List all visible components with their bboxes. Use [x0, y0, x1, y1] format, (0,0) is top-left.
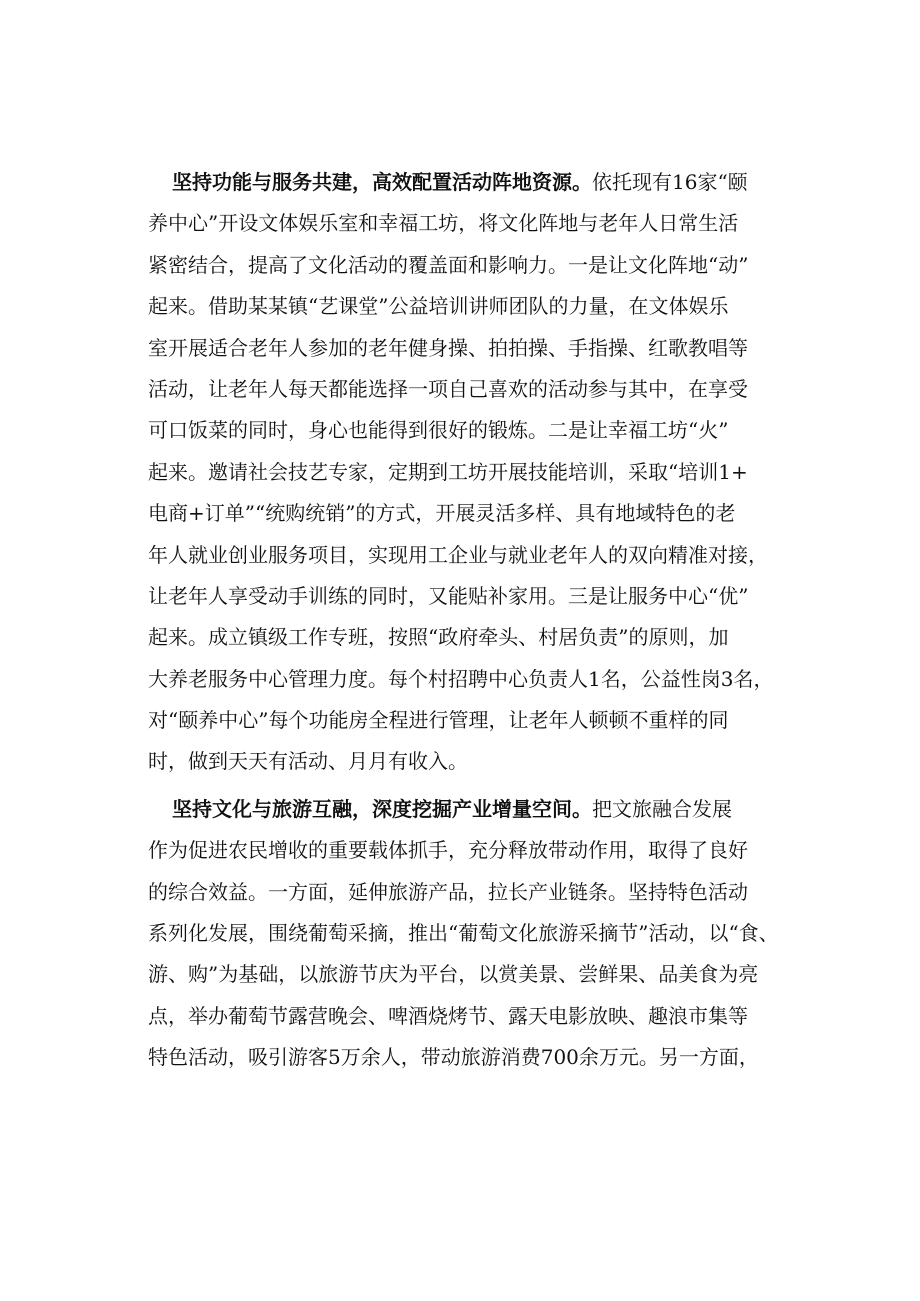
paragraph-line: 活动，让老年人每天都能选择一项自己喜欢的活动参与其中，在享受	[148, 376, 748, 401]
paragraph-line: 起来。邀请社会技艺专家，定期到工坊开展技能培训，采取“培训1+	[148, 459, 748, 484]
paragraph-line	[148, 162, 798, 203]
paragraph-line: 对“颐养中心”每个功能房全程进行管理，让老年人顿顿不重样的同	[148, 708, 729, 733]
paragraph-line: 让老年人享受动手训练的同时，又能贴补家用。三是让服务中心“优”	[148, 583, 749, 608]
paragraph-line: 年人就业创业服务项目，实现用工企业与就业老年人的双向精准对接，	[148, 542, 768, 567]
paragraph-1	[148, 162, 798, 783]
paragraph-line: 紧密结合，提高了文化活动的覆盖面和影响力。一是让文化阵地“动”	[148, 252, 749, 277]
paragraph-heading: 坚持文化与旅游互融，深度挖掘产业增量空间。	[172, 796, 592, 821]
document-body	[148, 162, 798, 1079]
paragraph-line: 点，举办葡萄节露营晚会、啤酒烧烤节、露天电影放映、趣浪市集等	[148, 1003, 748, 1028]
paragraph-line	[148, 789, 798, 830]
paragraph-text: 把文旅融合发展	[592, 796, 732, 821]
paragraph-text: 依托现有16家“颐	[592, 170, 748, 194]
paragraph-line: 的综合效益。一方面，延伸旅游产品，拉长产业链条。坚持特色活动	[148, 879, 748, 904]
paragraph-line: 时，做到天天有活动、月月有收入。	[148, 749, 468, 774]
paragraph-line: 起来。成立镇级工作专班，按照“政府牵头、村居负责”的原则，加	[148, 625, 729, 650]
paragraph-line: 系列化发展，围绕葡萄采摘，推出“葡萄文化旅游采摘节”活动，以“食、	[148, 921, 779, 946]
paragraph-line: 游、购”为基础，以旅游节庆为平台，以赏美景、尝鲜果、品美食为亮	[148, 962, 759, 987]
paragraph-line: 起来。借助某某镇“艺课堂”公益培训讲师团队的力量，在文体娱乐	[148, 294, 729, 319]
paragraph-line: 可口饭菜的同时，身心也能得到很好的锻炼。二是让幸福工坊“火”	[148, 418, 729, 443]
paragraph-line: 作为促进农民增收的重要载体抓手，充分释放带动作用，取得了良好	[148, 838, 748, 863]
paragraph-heading: 坚持功能与服务共建，高效配置活动阵地资源。	[172, 170, 592, 194]
paragraph-line: 特色活动，吸引游客5万余人，带动旅游消费700余万元。另一方面，	[148, 1045, 759, 1070]
paragraph-line: 电商+订单”“统购统销”的方式，开展灵活多样、具有地域特色的老	[148, 501, 736, 526]
paragraph-line: 养中心”开设文体娱乐室和幸福工坊，将文化阵地与老年人日常生活	[148, 211, 739, 236]
paragraph-line: 室开展适合老年人参加的老年健身操、拍拍操、手指操、红歌教唱等	[148, 335, 748, 360]
paragraph-2	[148, 789, 798, 1079]
paragraph-line: 大养老服务中心管理力度。每个村招聘中心负责人1名，公益性岗3名，	[148, 666, 774, 691]
